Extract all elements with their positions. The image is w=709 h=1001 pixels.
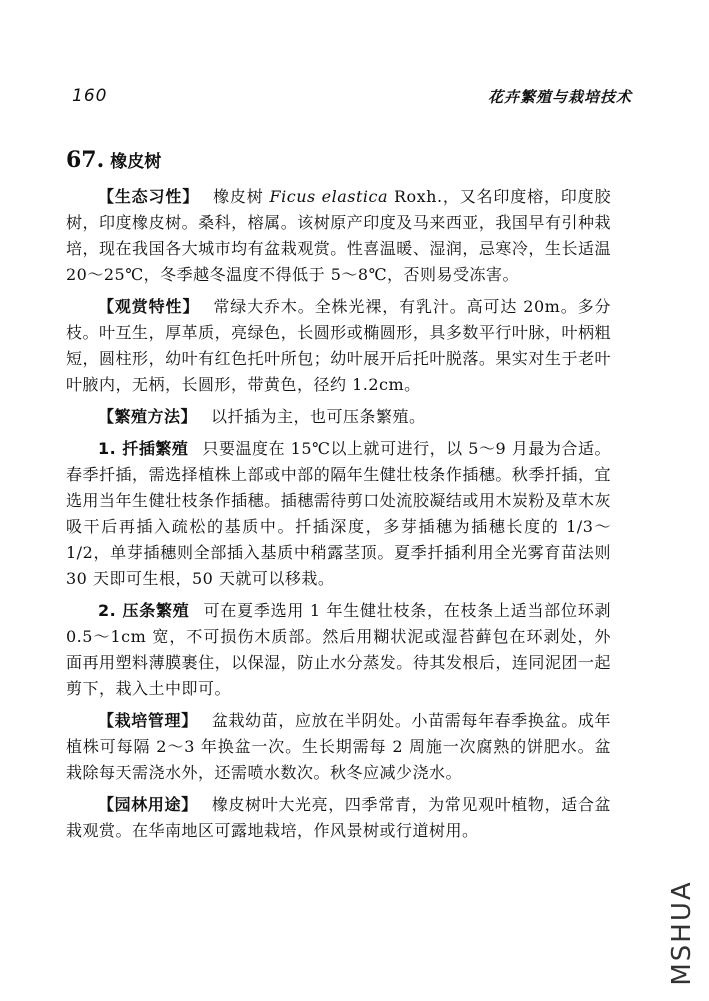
entry-number: 67. xyxy=(66,147,105,173)
section-text: 以扦插为主，也可压条繁殖。 xyxy=(211,407,426,426)
section-label: 【观赏特性】 xyxy=(98,297,200,316)
entry-heading xyxy=(66,147,161,173)
section-label: 【生态习性】 xyxy=(98,187,200,206)
section-label: 【栽培管理】 xyxy=(98,711,198,730)
section-text: 橡皮树叶大光亮，四季常青，为常见观叶植物，适合盆栽观赏。在华南地区可露地栽培，作风景树或行道树用。 xyxy=(66,795,611,840)
section-ecology xyxy=(66,184,611,288)
section-text-prefix: 橡皮树 xyxy=(213,187,264,206)
section-label: 【园林用途】 xyxy=(98,795,198,814)
watermark-text: MSHUA xyxy=(667,880,697,986)
subsection-layering xyxy=(66,598,611,702)
latin-name: Ficus elastica xyxy=(269,187,389,206)
subsection-label: 2. 压条繁殖 xyxy=(98,601,190,620)
subsection-label: 1. 扦插繁殖 xyxy=(98,439,189,458)
section-ornamental xyxy=(66,294,611,398)
section-text: 常绿大乔木。全株光裸，有乳汁。高可达 20m。多分枝。叶互生，厚革质，亮绿色，长圆形或椭圆形，具多数平行叶脉，叶柄粗短，圆柱形，幼叶有红色托叶所包；幼叶展开后托叶脱落。果实对生于老叶叶腋内，无柄，长圆形，带黄色，径约 1.2cm。 xyxy=(66,297,611,394)
section-text: 只要温度在 15℃以上就可进行，以 5～9 月最为合适。春季扦插，需选择植株上部或中部的隔年生健壮枝条作插穗。秋季扦插，宜选用当年生健壮枝条作插穗。插穗需待剪口处流胶凝结或用木炭粉及草木灰吸干后再插入疏松的基质中。扦插深度，多芽插穗为插穗长度的 1/3～1/2，单芽插穗则全部插入基质中稍露茎顶。夏季扦插利用全光雾育苗法则 30 天即可生根，50 天就可以移栽。 xyxy=(66,439,611,588)
entry-name: 橡皮树 xyxy=(110,152,162,172)
section-text: Roxh.，又名印度榕，印度胶树，印度橡皮树。桑科，榕属。该树原产印度及马来西亚，我国早有引种栽培，现在我国各大城市均有盆栽观赏。性喜温暖、湿润，忌寒冷，生长适温 20～25℃，冬季越冬温度不得低于 5～8℃，否则易受冻害。 xyxy=(66,187,611,284)
page-number: 160 xyxy=(72,86,108,106)
entry-body xyxy=(66,184,611,850)
section-cultivation xyxy=(66,708,611,786)
page-header xyxy=(72,86,632,112)
section-text: 可在夏季选用 1 年生健壮枝条，在枝条上适当部位环剥 0.5～1cm 宽，不可损伤木质部。然后用糊状泥或湿苔藓包在环剥处，外面再用塑料薄膜裹住，以保湿，防止水分蒸发。待其发根后，连同泥团一起剪下，栽入土中即可。 xyxy=(66,601,611,698)
section-propagation xyxy=(66,404,611,430)
section-label: 【繁殖方法】 xyxy=(98,407,198,426)
watermark xyxy=(665,873,699,993)
section-text: 盆栽幼苗，应放在半阴处。小苗需每年春季换盆。成年植株可每隔 2～3 年换盆一次。生长期需每 2 周施一次腐熟的饼肥水。盆栽除每天需浇水外，还需喷水数次。秋冬应减少浇水。 xyxy=(66,711,611,782)
running-title: 花卉繁殖与栽培技术 xyxy=(487,88,632,106)
subsection-cutting xyxy=(66,436,611,592)
section-landscape-use xyxy=(66,792,611,844)
